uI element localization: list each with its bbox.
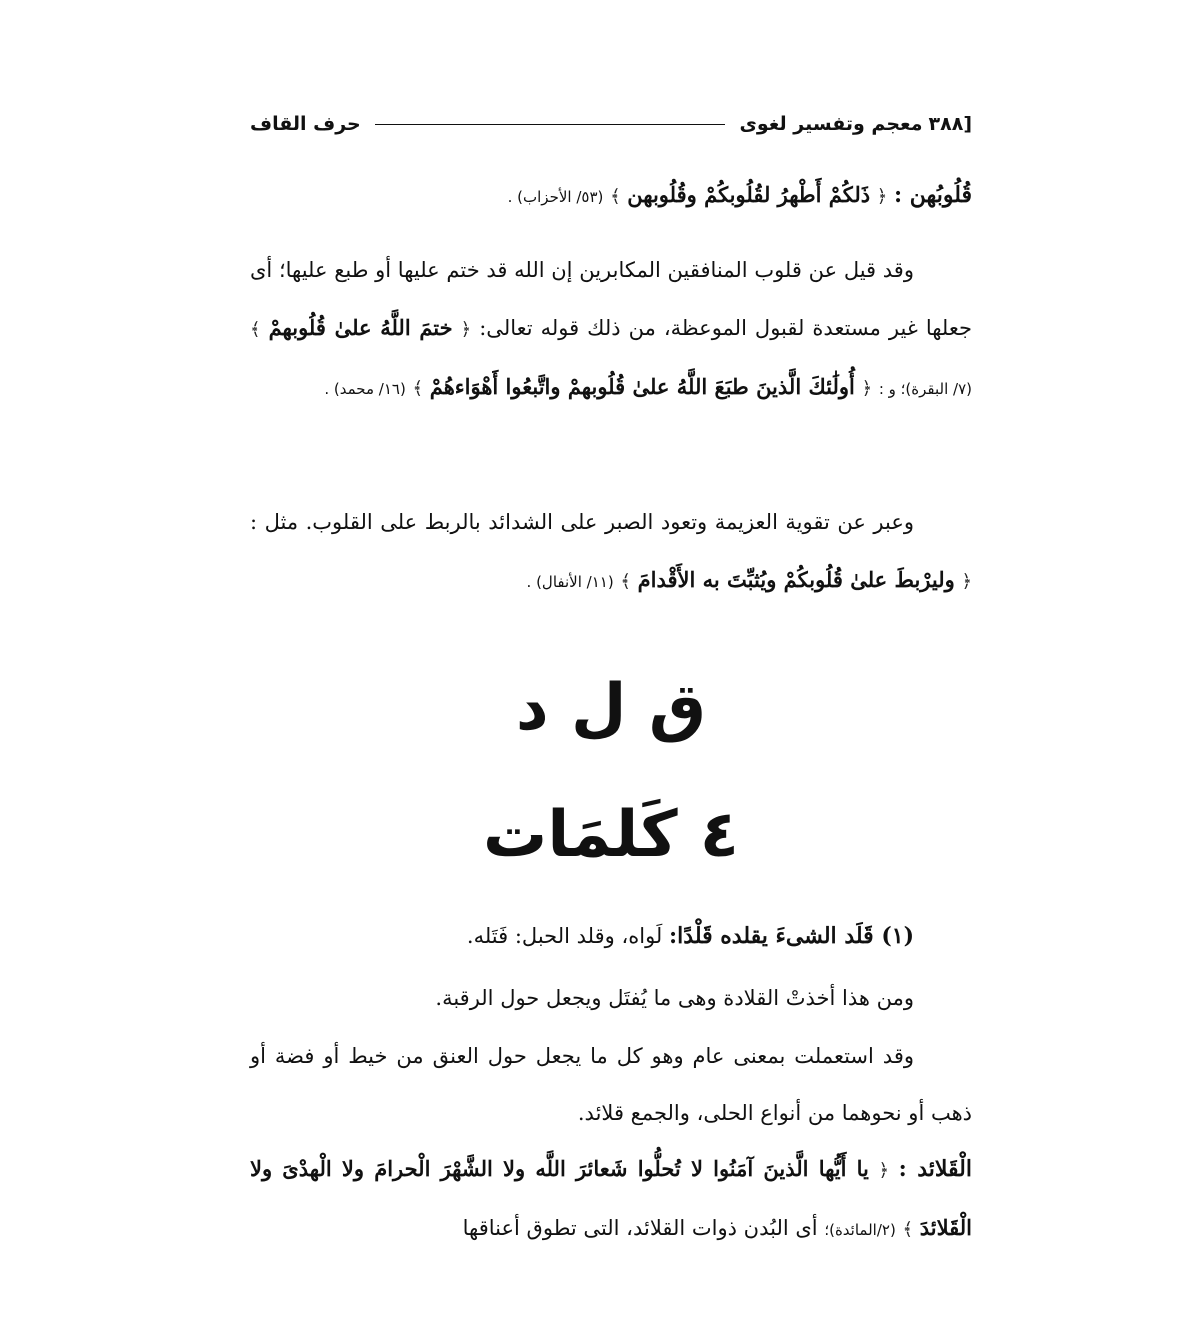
entry-term: الْقَلائد : [898, 1156, 972, 1182]
entry-qalaid [250, 1140, 972, 1259]
paragraph-text: وقد استعملت بمعنى عام وهو كل ما يجعل حول العنق من خيط أو فضة أو ذهب أو نحوهما من أنواع الحلى، والجمع قلائد. [250, 1044, 972, 1125]
verse-reference: (١١/ الأنفال) . [526, 573, 614, 591]
page-number-and-title [739, 113, 972, 135]
entry-definition: لَواه، وقلد الحبل: فَتَله. [466, 924, 663, 948]
quran-verse: أُولَٰئكَ الَّذينَ طبَعَ اللَّهُ علىٰ قُلُوبهمْ واتَّبعُوا أَهْوَاءهُمْ [429, 374, 855, 399]
quran-close-bracket: ﴾ [250, 319, 261, 340]
paragraph-binding-hearts [250, 494, 972, 611]
verse-reference: (١٦/ محمد) . [324, 380, 406, 398]
page-number: [٣٨٨ [928, 113, 972, 135]
entry-term: قُلُوبُهن : [894, 182, 972, 208]
entry-qalada [250, 908, 972, 965]
quran-verse: وليرْبطَ علىٰ قُلُوبكُمْ ويُثبِّتَ به الأَقْدامَ [637, 567, 955, 592]
paragraph-text: وعبر عن تقوية العزيمة وتعود الصبر على الشدائد بالربط على القلوب. مثل : [250, 510, 914, 534]
paragraph-text: ومن هذا أخذتْ القلادة وهى ما يُفتَل ويجعل حول الرقبة. [435, 986, 914, 1010]
quran-open-bracket: ﴿ [961, 571, 972, 592]
quran-open-bracket: ﴿ [460, 319, 472, 340]
entry-term: (١) قَلَد الشىءَ يقلده قَلْدًا: [669, 923, 914, 949]
quran-close-bracket: ﴾ [620, 571, 631, 592]
root-heading: ق ل د [515, 671, 707, 745]
running-header [250, 104, 972, 144]
paragraph-general-meaning [250, 1028, 972, 1142]
quran-close-bracket: ﴾ [610, 186, 621, 207]
paragraph-sealed-hearts [250, 242, 972, 418]
verse-reference: (٢/المائدة)؛ [824, 1221, 896, 1239]
entry-qulubihinna [250, 166, 972, 226]
book-title: معجم وتفسير لغوى [739, 113, 923, 135]
quran-close-bracket: ﴾ [902, 1219, 914, 1240]
quran-open-bracket: ﴿ [876, 186, 888, 207]
verse-reference: (٧/ البقرة)؛ و : [878, 380, 972, 398]
section-title: حرف القاف [250, 113, 361, 135]
word-count-heading: ٤ كَلمَات [483, 798, 739, 872]
entry-explanation: أى البُدن ذوات القلائد، التى تطوق أعناقها [462, 1216, 818, 1240]
paragraph-text: وقد قيل عن قلوب المنافقين المكابرين إن الله قد ختم عليها أو طبع عليها؛ أى جعلها غير مستعدة لقبول الموعظة، من ذلك قوله تعالى: [250, 258, 972, 340]
quran-verse: ختمَ اللَّهُ علىٰ قُلُوبهمْ [268, 315, 453, 340]
paragraph-necklace-origin [250, 970, 972, 1027]
quran-verse: ذَلكُمْ أَطْهرُ لقُلُوبكُمْ وقُلُوبهن [627, 182, 871, 207]
verse-reference: (٥٣/ الأحزاب) . [507, 188, 604, 206]
book-page [250, 0, 972, 1344]
quran-open-bracket: ﴿ [878, 1160, 890, 1181]
quran-verse: يا أَيُّها الَّذينَ آمَنُوا لا تُحلُّوا شَعائرَ اللَّه ولا الشَّهْرَ الْحرامَ ولا الْهدْىَ ولا الْقَلائدَ [250, 1156, 972, 1240]
quran-close-bracket: ﴾ [412, 378, 424, 399]
quran-open-bracket: ﴿ [861, 378, 873, 399]
header-rule [375, 124, 726, 125]
